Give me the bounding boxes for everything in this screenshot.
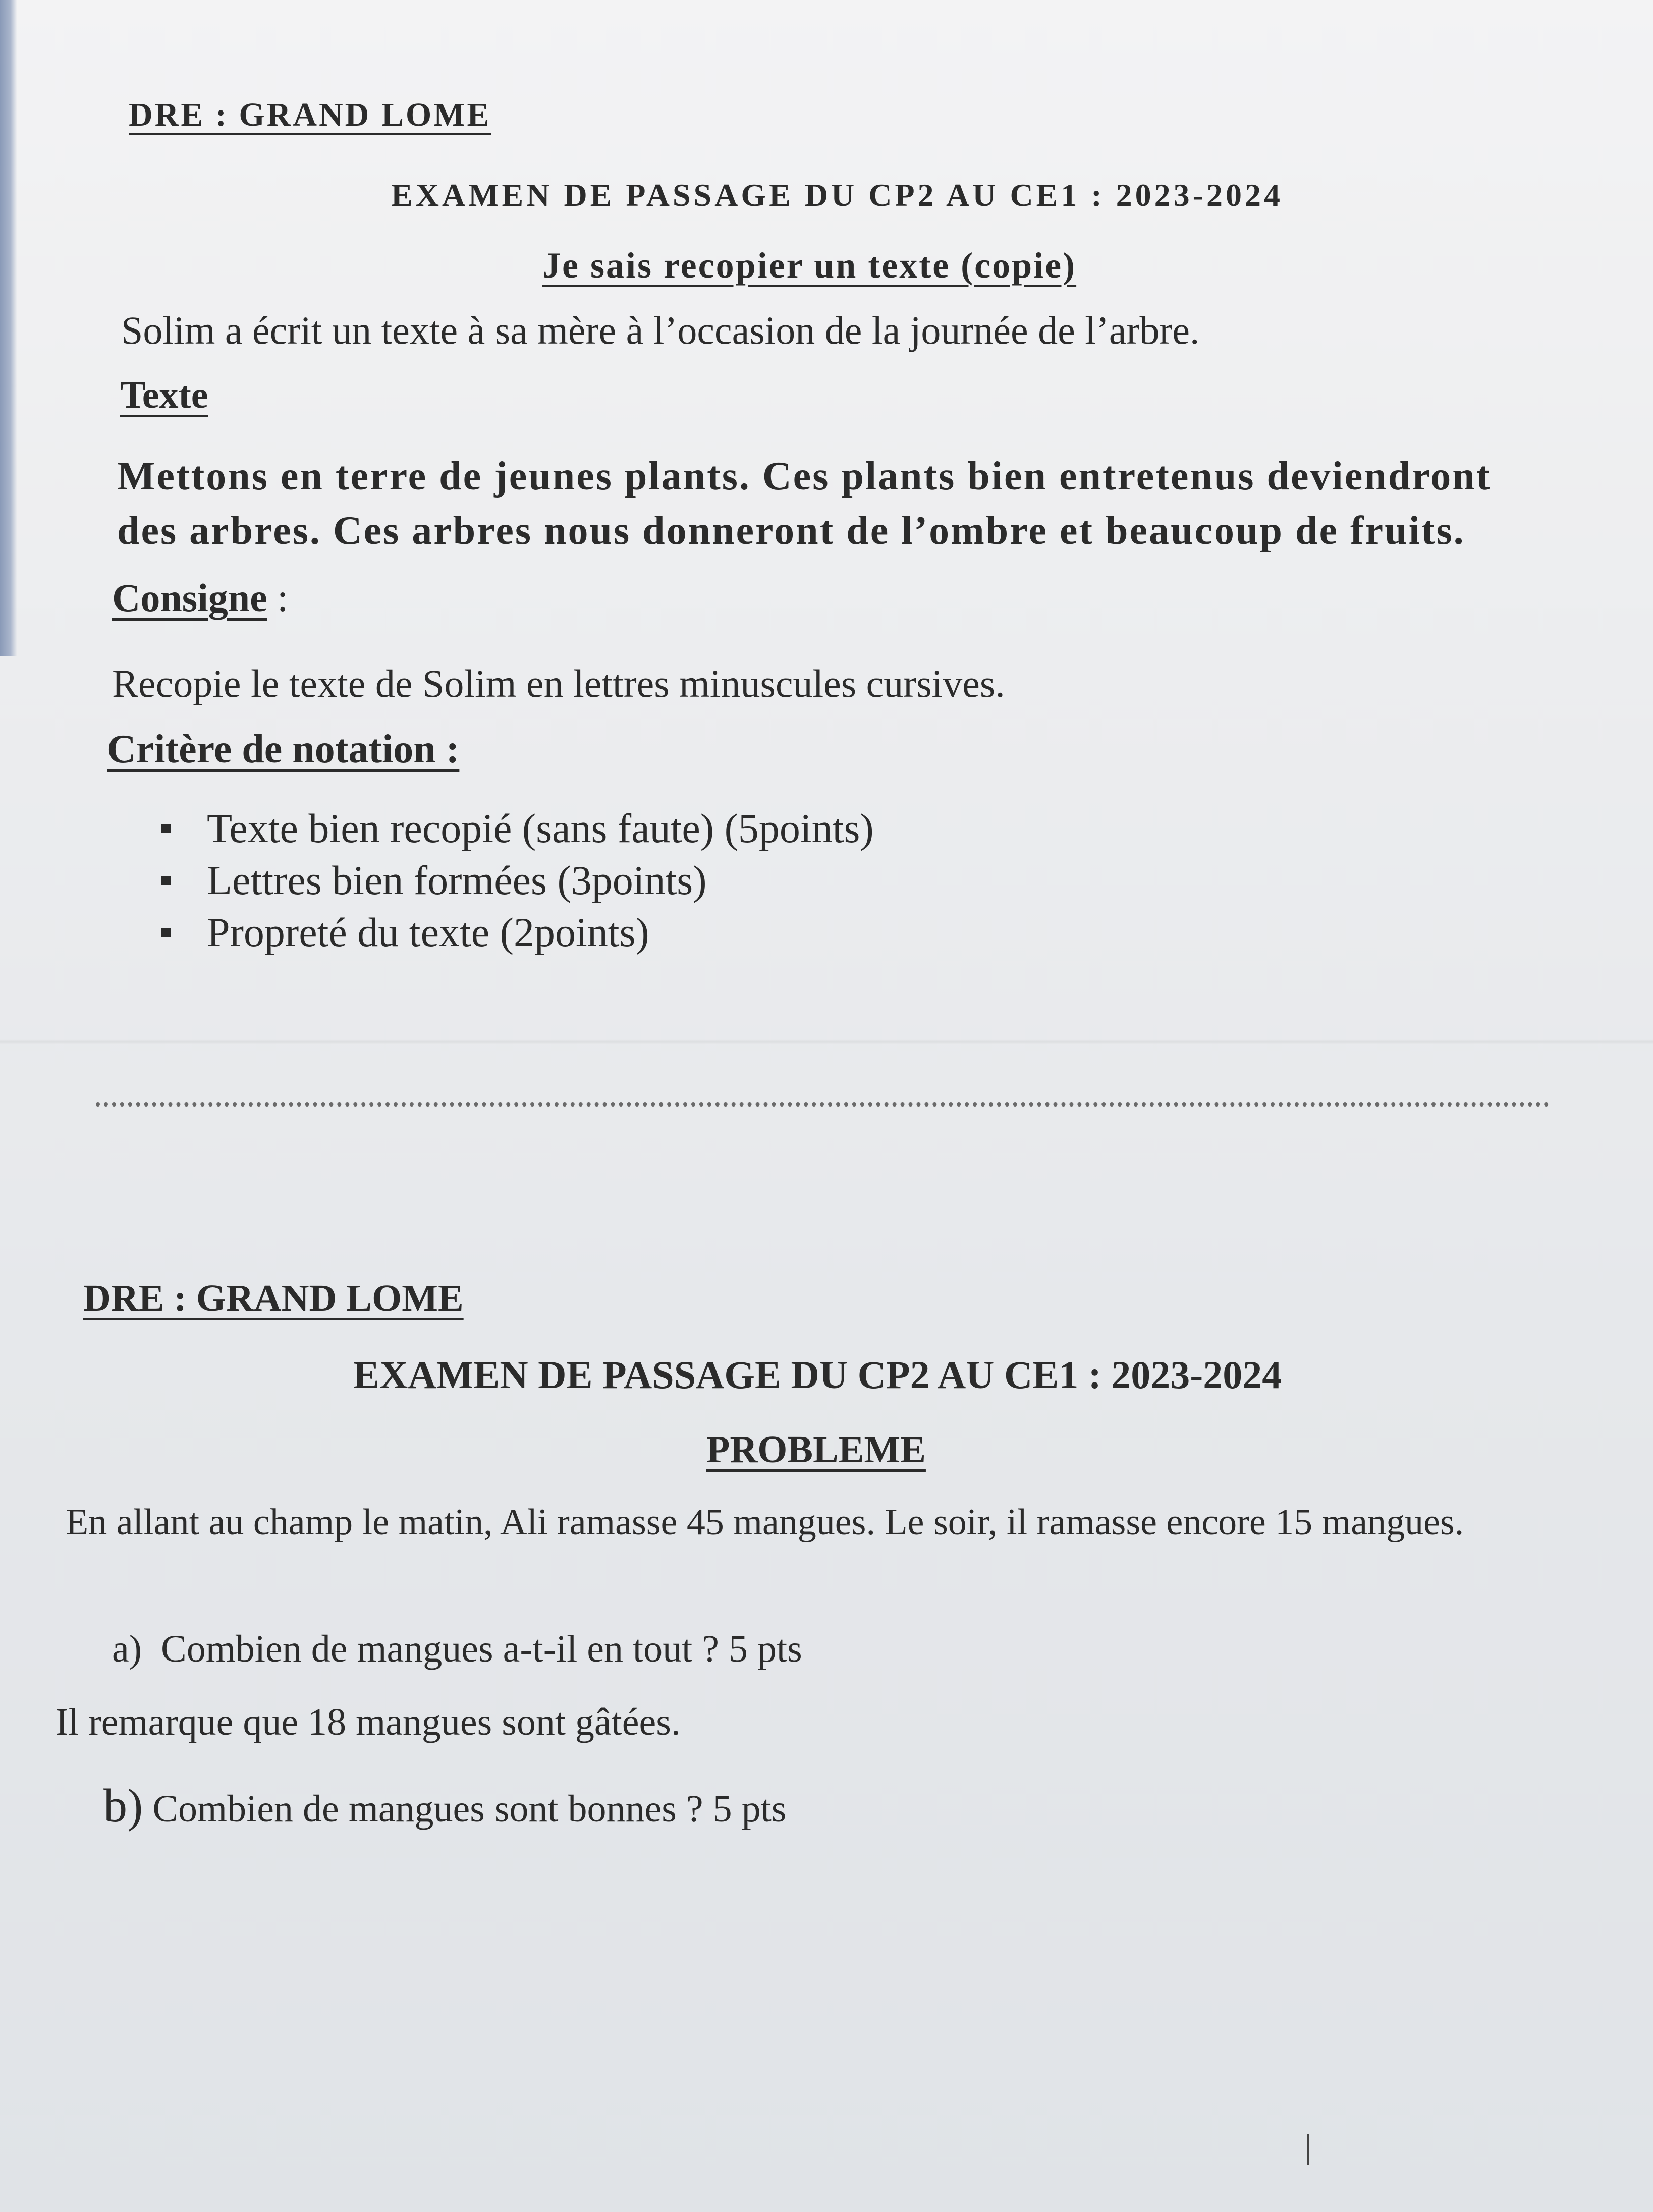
question-a-marker: a): [112, 1628, 142, 1670]
question-b: [103, 1779, 786, 1833]
square-bullet-icon: [161, 928, 171, 937]
list-item: [161, 854, 874, 906]
problem-text: En allant au champ le matin, Ali ramasse 45 mangues. Le soir, il ramasse encore 15 mangues.: [66, 1502, 1464, 1543]
square-bullet-icon: [161, 876, 171, 885]
consigne-label: Consigne: [112, 576, 267, 620]
section2-exam-title: EXAMEN DE PASSAGE DU CP2 AU CE1 : 2023-2024: [353, 1353, 1282, 1397]
background-edge: [0, 0, 17, 656]
section2-header: DRE : GRAND LOME: [83, 1277, 464, 1319]
question-a-text: Combien de mangues a-t-il en tout ? 5 pts: [161, 1628, 802, 1670]
question-b-marker: b): [103, 1780, 143, 1832]
list-item: [161, 802, 874, 854]
consigne-colon: :: [267, 576, 288, 620]
section1-header: DRE : GRAND LOME: [129, 96, 491, 133]
criteria-list: [161, 802, 874, 958]
probleme-label: PROBLEME: [706, 1428, 926, 1471]
pen-mark: [1307, 2134, 1309, 2165]
square-bullet-icon: [161, 824, 171, 833]
list-item: [161, 906, 874, 958]
question-b-text: Combien de mangues sont bonnes ? 5 pts: [152, 1788, 787, 1830]
texte-body: Mettons en terre de jeunes plants. Ces plants bien entretenus deviendront des arbres. Ces arbres nous donneront de l’ombre et beaucoup de fruits.: [117, 454, 1492, 553]
consigne-heading: [112, 575, 288, 621]
question-a: [112, 1627, 802, 1671]
observation-text: Il remarque que 18 mangues sont gâtées.: [56, 1701, 681, 1743]
criterion-text: Lettres bien formées (3points): [207, 857, 707, 903]
section1-exam-title: EXAMEN DE PASSAGE DU CP2 AU CE1 : 2023-2024: [391, 177, 1283, 213]
section1-subtitle: Je sais recopier un texte (copie): [542, 245, 1077, 286]
criterion-text: Propreté du texte (2points): [207, 909, 649, 955]
criterion-text: Texte bien recopié (sans faute) (5points): [207, 805, 874, 851]
section1-intro: Solim a écrit un texte à sa mère à l’occasion de la journée de l’arbre.: [121, 308, 1200, 352]
texte-label: Texte: [120, 374, 208, 416]
dotted-separator: [96, 1102, 1549, 1107]
critere-label: Critère de notation :: [107, 727, 460, 771]
consigne-text: Recopie le texte de Solim en lettres minuscules cursives.: [112, 661, 1005, 705]
paper-fold: [0, 1039, 1653, 1044]
